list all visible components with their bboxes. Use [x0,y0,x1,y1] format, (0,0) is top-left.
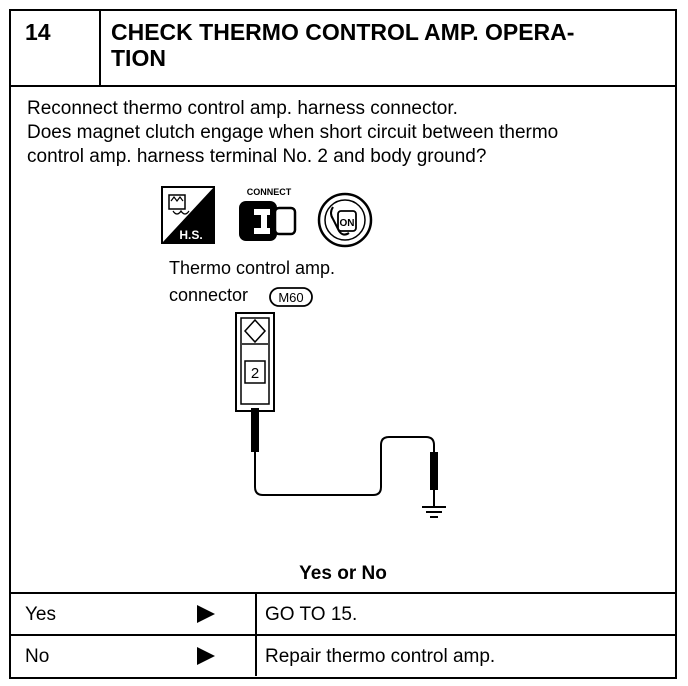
step-title-line-1: CHECK THERMO CONTROL AMP. OPERA- [111,19,575,45]
result-row-no [11,634,675,676]
connect-icon [239,187,295,241]
inspection-step-box [9,9,677,679]
result-row-yes [11,592,675,634]
column-divider [255,636,257,676]
connector-caption-line-2: connector [169,285,249,305]
instruction-line-1: Reconnect thermo control amp. harness connector. [27,98,458,119]
connector-id: M60 [278,290,304,305]
column-divider [255,594,257,634]
ignition-on-icon [319,194,371,246]
step-title-line-2: TION [111,45,166,71]
terminal-number: 2 [250,365,260,382]
result-answer: No [25,646,50,667]
instruction-line-3: control amp. harness terminal No. 2 and body ground? [27,146,487,167]
instruction-line-2: Does magnet clutch engage when short circuit between thermo [27,122,559,143]
arrow-right-icon [197,605,215,623]
hot-start-icon-label: H.S. [179,228,203,242]
result-answer: Yes [25,604,56,625]
result-action: GO TO 15. [265,604,358,625]
connector-caption-line-1: Thermo control amp. [169,258,336,278]
connect-icon-label: CONNECT [246,187,292,197]
jumper-wire [251,408,438,506]
ignition-on-label: ON [339,218,355,229]
arrow-right-icon [197,647,215,665]
connector-drawing [236,313,274,411]
yes-or-no-question: Yes or No [299,563,387,584]
result-action: Repair thermo control amp. [265,646,496,667]
body-ground-symbol [422,507,446,517]
connector-id-badge [270,288,312,306]
step-number: 14 [11,11,101,85]
hot-start-icon [162,187,214,243]
